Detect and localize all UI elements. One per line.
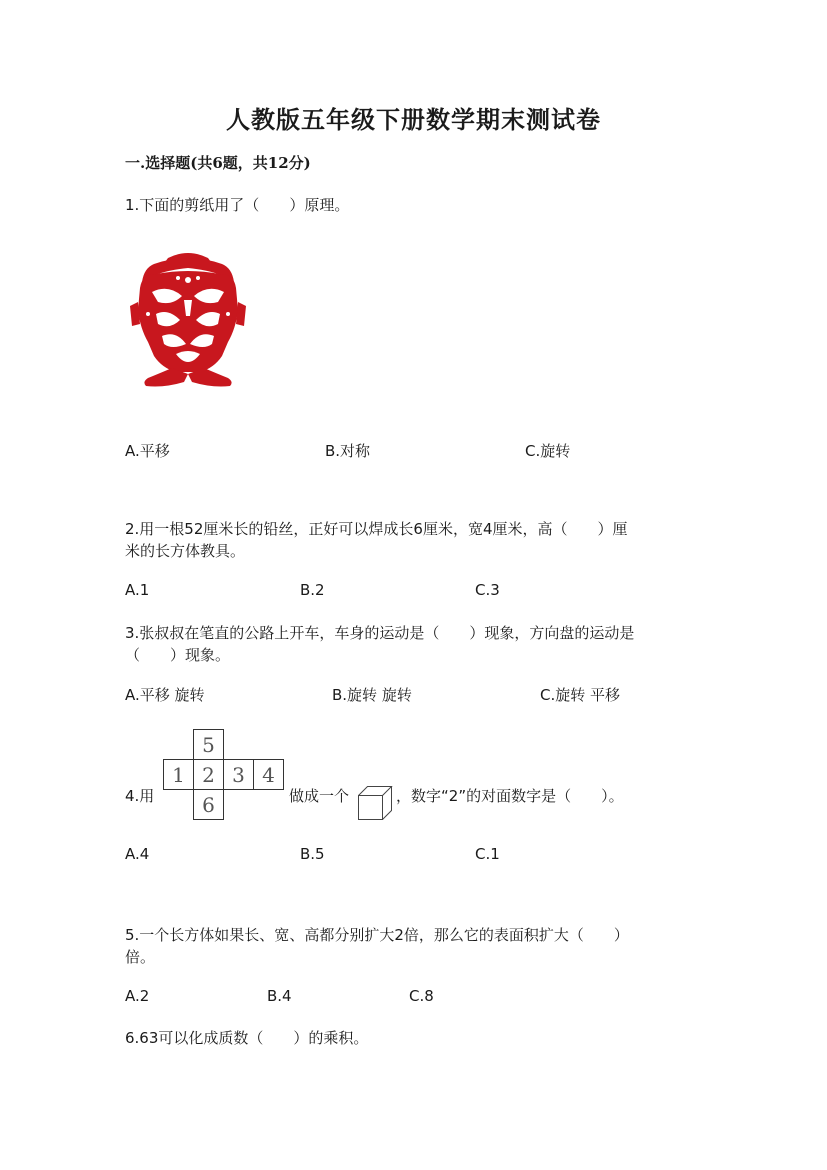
question-4-option-c[interactable]: C.1 <box>475 845 500 863</box>
section-heading: 一.选择题(共6题，共12分) <box>125 154 311 172</box>
question-4-option-b[interactable]: B.5 <box>300 845 325 863</box>
question-1-option-b[interactable]: B.对称 <box>325 442 371 460</box>
question-1-text: 1.下面的剪纸用了（ ）原理。 <box>125 196 350 214</box>
question-3-option-c[interactable]: C.旋转 平移 <box>540 686 621 704</box>
question-5-option-a[interactable]: A.2 <box>125 987 150 1005</box>
question-2-option-a[interactable]: A.1 <box>125 581 150 599</box>
question-5-text-line-1: 5.一个长方体如果长、宽、高都分别扩大2倍，那么它的表面积扩大（ ） <box>125 926 629 944</box>
question-2-option-b[interactable]: B.2 <box>300 581 325 599</box>
question-6-text: 6.63可以化成质数（ ）的乘积。 <box>125 1029 369 1047</box>
question-5-option-c[interactable]: C.8 <box>409 987 434 1005</box>
question-4-text-mid: 做成一个 <box>289 787 350 805</box>
net-digit-2: 2 <box>202 763 215 787</box>
question-4-text-prefix: 4.用 <box>125 787 155 805</box>
question-4-text-suffix: ，数字“2”的对面数字是（ ）。 <box>396 787 624 805</box>
net-digit-6: 6 <box>202 793 215 817</box>
question-5-text-line-2: 倍。 <box>125 948 156 966</box>
net-digit-4: 4 <box>262 763 275 787</box>
question-3-text-line-2: （ ）现象。 <box>125 646 231 664</box>
net-digit-3: 3 <box>232 763 245 787</box>
red-papercut-mask-image <box>128 250 248 392</box>
cube-icon <box>357 785 393 821</box>
question-3-option-b[interactable]: B.旋转 旋转 <box>332 686 412 704</box>
question-3-option-a[interactable]: A.平移 旋转 <box>125 686 205 704</box>
net-digit-5: 5 <box>202 733 215 757</box>
question-4-option-a[interactable]: A.4 <box>125 845 150 863</box>
question-2-text-line-1: 2.用一根52厘米长的铅丝，正好可以焊成长6厘米，宽4厘米，高（ ）厘 <box>125 520 628 538</box>
net-digit-1: 1 <box>172 763 185 787</box>
question-1-option-a[interactable]: A.平移 <box>125 442 170 460</box>
question-2-text-line-2: 米的长方体教具。 <box>125 542 246 560</box>
page-title: 人教版五年级下册数学期末测试卷 <box>226 105 601 134</box>
question-3-text-line-1: 3.张叔叔在笔直的公路上开车，车身的运动是（ ）现象，方向盘的运动是 <box>125 624 635 642</box>
cube-net-diagram <box>163 729 285 820</box>
question-2-option-c[interactable]: C.3 <box>475 581 500 599</box>
question-1-option-c[interactable]: C.旋转 <box>525 442 571 460</box>
question-5-option-b[interactable]: B.4 <box>267 987 292 1005</box>
